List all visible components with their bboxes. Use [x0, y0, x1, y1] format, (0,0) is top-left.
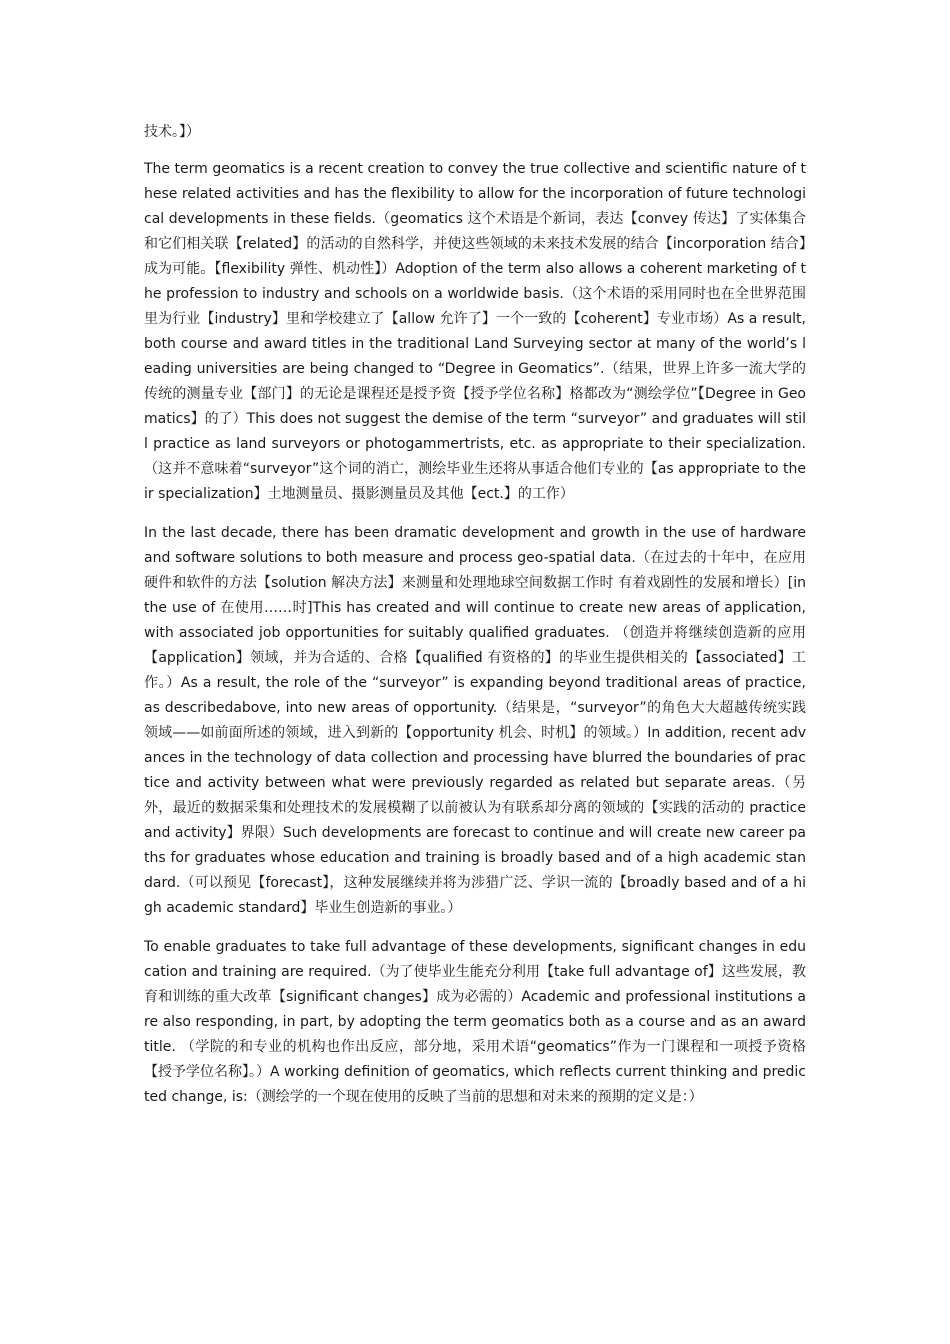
document-page	[144, 120, 806, 1124]
paragraph-3: In the last decade, there has been dramatic development and growth in the use of hardware and software solutions to both measure and process geo-spatial data.（在过去的十年中，在应用硬件和软件的方法【solution 解决方法】来测量和处理地球空间数据工作时 有着戏剧性的发展和增长）[in the use of 在使用……时]This has created and will continue to create new areas of application, with associated job opportunities for suitably qualified graduates. （创造并将继续创造新的应用【application】领域，并为合适的、合格【qualified 有资格的】的毕业生提供相关的【associated】工作。）As a result, the role of the “surveyor” is expanding beyond traditional areas of practice, as describedabove, into new areas of opportunity.（结果是，“surveyor”的角色大大超越传统实践领域——如前面所述的领域，进入到新的【opportunity 机会、时机】的领域。）In addition, recent advances in the technology of data collection and processing have blurred the boundaries of practice and activity between what were previously regarded as related but separate areas.（另外，最近的数据采集和处理技术的发展模糊了以前被认为有联系却分离的领域的【实践的活动的 practice and activity】界限）Such developments are forecast to continue and will create new career paths for graduates whose education and training is broadly based and of a high academic standard.（可以预见【forecast】，这种发展继续并将为涉猎广泛、学识一流的【broadly based and of a high academic standard】毕业生创造新的事业。）	[144, 525, 806, 916]
paragraph-4: To enable graduates to take full advantage of these developments, significant changes in education and training are required.（为了使毕业生能充分利用【take full advantage of】这些发展，教育和训练的重大改革【significant changes】成为必需的）Academic and professional institutions are also responding, in part, by adopting the term geomatics both as a course and as an award title. （学院的和专业的机构也作出反应，部分地，采用术语“geomatics”作为一门课程和一项授予资格【授予学位名称】。）A working definition of geomatics, which reflects current thinking and predicted change, is:（测绘学的一个现在使用的反映了当前的思想和对未来的预期的定义是：）	[144, 939, 807, 1105]
paragraph-2: The term geomatics is a recent creation to convey the true collective and scientific nature of these related activities and has the flexibility to allow for the incorporation of future technological developments in these fields.（geomatics 这个术语是个新词，表达【convey 传达】了实体集合和它们相关联【related】的活动的自然科学，并使这些领域的未来技术发展的结合【incorporation 结合】成为可能。【flexibility 弹性、机动性】）Adoption of the term also allows a coherent marketing of the profession to industry and schools on a worldwide basis.（这个术语的采用同时也在全世界范围里为行业【industry】里和学校建立了【allow 允许了】一个一致的【coherent】专业市场）As a result, both course and award titles in the traditional Land Surveying sector at many of the world’s leading universities are being changed to “Degree in Geomatics”.（结果，世界上许多一流大学的传统的测量专业【部门】的无论是课程还是授予资【授予学位名称】格都改为“测绘学位”【Degree in Geomatics】的了）This does not suggest the demise of the term “surveyor” and graduates will still practice as land surveyors or photogammertrists, etc. as appropriate to their specialization.（这并不意味着“surveyor”这个词的消亡，测绘毕业生还将从事适合他们专业的【as appropriate to their specialization】土地测量员、摄影测量员及其他【ect.】的工作）	[144, 161, 806, 502]
paragraph-1: 技术。】）	[144, 124, 200, 140]
